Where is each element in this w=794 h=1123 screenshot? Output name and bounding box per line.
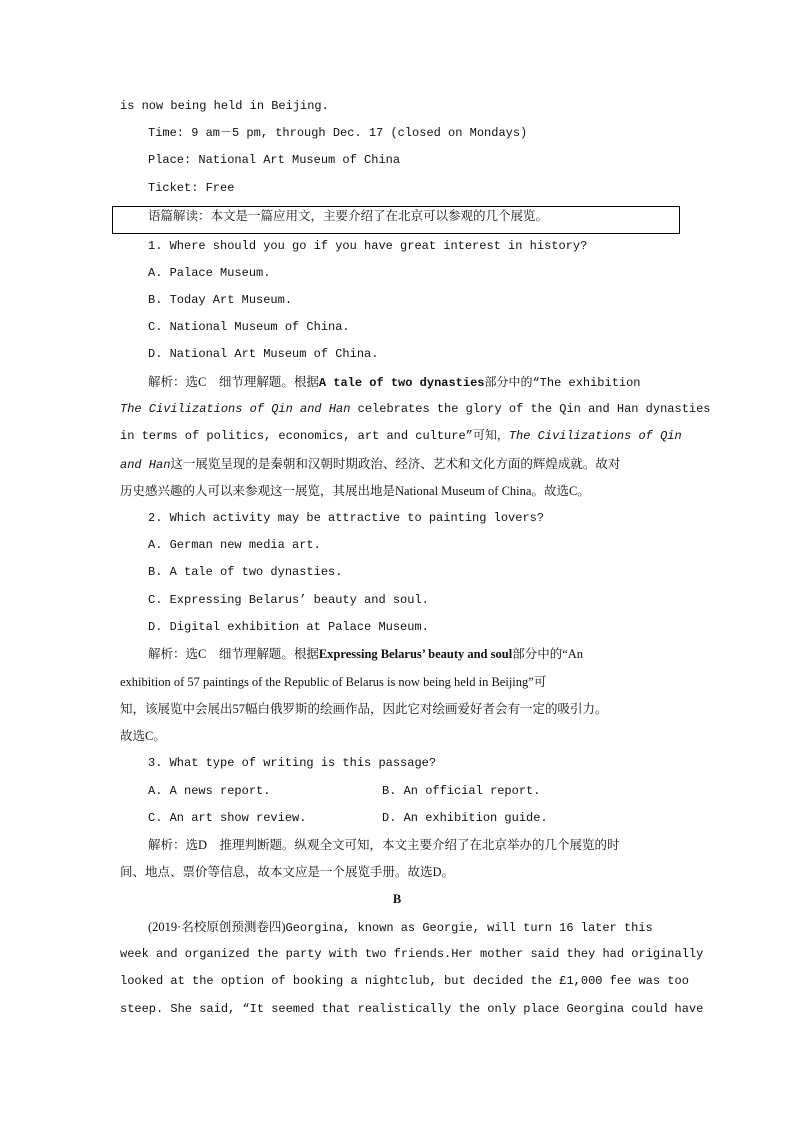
explanation-line (120, 428, 680, 444)
exp-italic: The Civilizations of Qin and Han (120, 402, 351, 416)
question-stem: 3. What type of writing is this passage? (148, 756, 437, 770)
exp-italic: and Han (120, 458, 171, 472)
text-line: Time: 9 am－5 pm, through Dec. 17 (closed on Mondays) (148, 126, 528, 140)
passage-line: steep. She said, “It seemed that realistically the only place Georgina could have (120, 1002, 704, 1016)
exp-mid: 部分中的“An (512, 647, 584, 661)
text-line: Ticket: Free (148, 181, 235, 195)
passage-line: looked at the option of booking a nightclub, but decided the £1,000 fee was too (120, 974, 689, 988)
explanation-line: 间、地点、票价等信息，故本文应是一个展览手册。故选D。 (120, 865, 455, 879)
passage-line (148, 919, 708, 936)
exp-prefix: 解析：选C 细节理解题。根据 (148, 647, 319, 661)
option: A. A news report. (148, 784, 271, 798)
exp-bold: A tale of two dynasties (318, 376, 485, 390)
explanation-line: 故选C。 (120, 729, 166, 743)
option: B. A tale of two dynasties. (148, 565, 343, 579)
option: D. Digital exhibition at Palace Museum. (148, 620, 429, 634)
exp-italic: The Civilizations of Qin (508, 429, 682, 443)
exp-prefix: 解析：选C 细节理解题。根据 (148, 375, 319, 389)
exp-bold: Expressing Belarus’ beauty and soul (318, 647, 513, 661)
explanation-line: 解析：选D 推理判断题。纵观全文可知，本文主要介绍了在北京举办的几个展览的时 (148, 838, 620, 852)
explanation-line: 知，该展览中会展出57幅白俄罗斯的绘画作品，因此它对绘画爱好者会有一定的吸引力。 (120, 702, 608, 716)
passage-source: (2019·名校原创预测卷四) (148, 920, 286, 934)
text-line: Place: National Art Museum of China (148, 153, 401, 167)
explanation-line: exhibition of 57 paintings of the Republic of Belarus is now being held in Beijing”可 (120, 675, 547, 689)
option: B. Today Art Museum. (148, 293, 293, 307)
exp-rest: 这一展览呈现的是秦朝和汉朝时期政治、经济、艺术和文化方面的辉煌成就。故对 (170, 457, 621, 471)
explanation-line: 历史感兴趣的人可以来参观这一展览，其展出地是National Museum of China。故选C。 (120, 484, 590, 498)
option: A. Palace Museum. (148, 266, 271, 280)
option: C. An art show review. (148, 811, 307, 825)
passage-text: Georgina, known as Georgie, will turn 16 later this (285, 921, 653, 935)
explanation-line (120, 456, 680, 473)
option: A. German new media art. (148, 538, 321, 552)
text-line: is now being held in Beijing. (120, 99, 329, 113)
option: B. An official report. (382, 784, 541, 798)
option: C. National Museum of China. (148, 320, 350, 334)
option: D. National Art Museum of China. (148, 347, 379, 361)
explanation-line (120, 401, 711, 417)
option: D. An exhibition guide. (382, 811, 548, 825)
question-stem: 2. Which activity may be attractive to painting lovers? (148, 511, 545, 525)
section-heading: B (392, 892, 402, 906)
explanation-line (148, 374, 708, 391)
option: C. Expressing Belarus’ beauty and soul. (148, 593, 429, 607)
explanation-line (148, 646, 708, 662)
exp-rest: celebrates the glory of the Qin and Han dynasties (350, 402, 711, 416)
exp-mid: 部分中的“The exhibition (484, 376, 641, 390)
passage-line: week and organized the party with two friends.Her mother said they had originally (120, 947, 704, 961)
exp-prefix: in terms of politics, economics, art and culture”可知， (120, 429, 509, 443)
summary-text: 语篇解读：本文是一篇应用文，主要介绍了在北京可以参观的几个展览。 (148, 209, 549, 223)
question-stem: 1. Where should you go if you have great interest in history? (148, 239, 588, 253)
